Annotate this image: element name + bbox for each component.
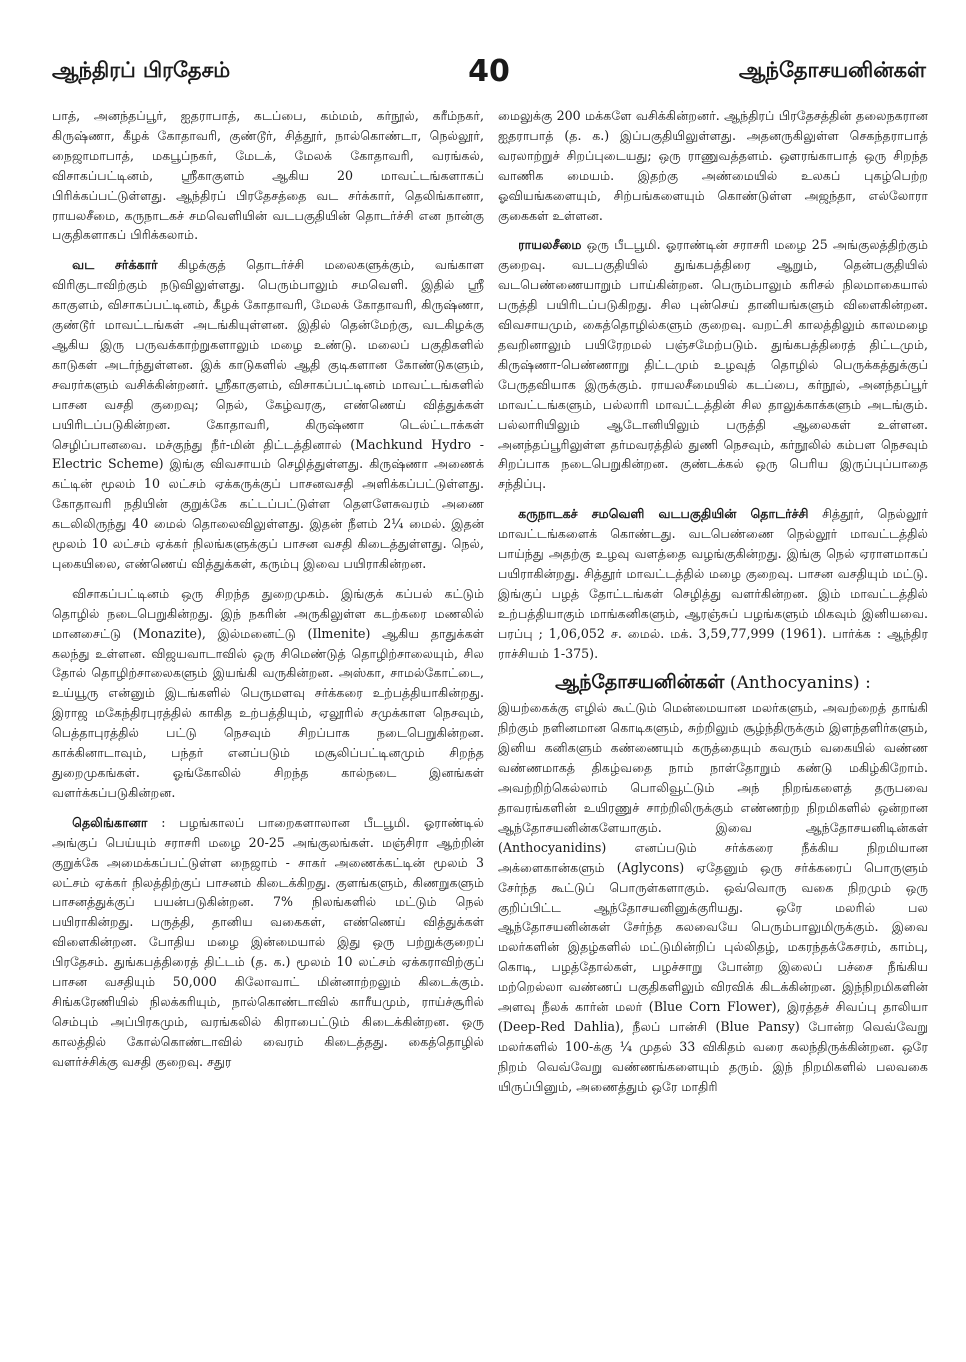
running-header (52, 54, 926, 102)
section-heading-rayalaseema: ராயலசீமை (518, 237, 582, 253)
paragraph-text: கிழக்குத் தொடர்ச்சி மலைகளுக்கும், வங்காள விரிகுடாவிற்கும் நடுவிலுள்ளது. பெரும்பாலும் சமவெளி. இதில் ஸ்ரீ காகுளம், விசாகப்பட்டினம், கீழக் கோதாவரி, மேலக் கோதாவரி, கிருஷ்ணா, குண்டூர் மாவட்டங்கள் அடங்கியுள்ளன. இதில் தென்மேற்கு, வடகிழக்கு ஆகிய இரு பருவக்காற்றுகளாலும் மழை உண்டு. மலைப் பகுதிகளில் காடுகள் அடர்ந்துள்ளன. இக் காடுகளில் ஆதி குடிகளான கோண்டுகளும், சவரர்களும் வசிக்கின்றனர். ஸ்ரீகாகுளம், விசாகப்பட்டினம் மாவட்டங்களில் பாசன வசதி குறைவு; நெல், கேழ்வரகு, எண்ணெய் வித்துக்கள் பயிரிடப்படுகின்றன. கோதாவரி, கிருஷ்ணா டெல்ட்டாக்கள் செழிப்பானவை. மச்குந்து நீர்-மின் திட்டத்தினால் (Machkund Hydro - Electric Scheme) இங்கு விவசாயம் செழித்துள்ளது. கிருஷ்ணா அணைக் கட்டின் மூலம் 10 லட்சம் ஏக்கருக்குப் பாசனவசதி அளிக்கப்பட்டுள்ளது. கோதாவரி நதியின் குறுக்கே கட்டப்பட்டுள்ள தௌளேசுவரம் அணை கடலிலிருந்து 40 மைல் தொலைவிலுள்ளது. இதன் நீளம் 2¼ மைல். இதன் மூலம் 10 லட்சம் ஏக்கர் நிலங்களுக்குப் பாசன வசதி கிடைத்துள்ளது. நெல், புகையிலை, எண்ணெய் வித்துக்கள், கரும்பு இவை பயிராகின்றன. (52, 257, 484, 571)
right-column (498, 106, 928, 1097)
paragraph-rayalaseema (498, 235, 928, 494)
paragraph-text: சித்தூர், நெல்லூர் மாவட்டங்களைக் கொண்டது. வடபெண்ணை நெல்லூர் மாவட்டத்தில் பாய்ந்து அதற்கு உழவு வளத்தை வழங்குகின்றது. இங்கு நெல் ஏராளமாகப் பயிராகின்றது. சித்தூர் மாவட்டத்தில் மழை குறைவு. பாசன வசதியும் மட்டு. இங்குப் பழத் தோட்டங்கள் செழித்து வளர்கின்றன. இம் மாவட்டத்தில் உற்பத்தியாகும் மாங்கனிகளும், ஆரஞ்சுப் பழங்களும் மிகவும் இனியவை. பரப்பு ; 1,06,052 ச. மைல். மக். 3,59,77,999 (1961). பார்க்க : ஆந்திர ராச்சியம் 1-375). (498, 506, 928, 661)
section-heading-telangana: தெலிங்கானா (72, 814, 148, 830)
section-heading-vada-sarkar: வட சர்க்கார் (72, 257, 158, 273)
page-number: 40 (468, 54, 510, 89)
left-column (52, 106, 484, 1072)
paragraph-text: ஒரு பீடபூமி. ஓராண்டின் சராசரி மழை 25 அங்குலத்திற்கும் குறைவு. வடபகுதியில் துங்கபத்திரை ஆறும், தென்பகுதியில் வடபெண்ணையாறும் பாய்கின்றன. பெரும்பாலும் கரிசல் நிலமாகையால் பருத்தி பயிரிடப்படுகிறது. சில புன்செய் தானியங்களும் விளைகின்றன. விவசாயமும், கைத்தொழில்களும் குறைவு. வறட்சி காலத்திலும் காலமழை தவறினாலும் பயிரேறமல் பஞ்சமேற்படும். துங்கபத்திரைத் திட்டமும், கிருஷ்ணா-பெண்ணாறு திட்டமும் உழவுத் தொழில் பெருக்கத்துக்குப் பேருதவியாக இருக்கும். ராயலசீமையில் கடப்பை, கர்நூல், அனந்தப்பூர் மாவட்டங்களும், பல்லாரி மாவட்டத்தின் சில தாலுக்காக்களும் அடங்கும். பல்லாரியிலும் ஆடோனியிலும் பருத்தி ஆலைகள் உள்ளன. அனந்தப்பூரிலுள்ள தர்மவரத்தில் துணி நெசவும், கர்நூலில் கம்பள நெசவும் சிறப்பாக நடைபெறுகின்றன. குண்டக்கல் ஒரு பெரிய இருப்புப்பாதை சந்திப்பு. (498, 237, 928, 492)
section-heading-karnataka-plain: கருநாடகச் சமவெளி வடபகுதியின் தொடர்ச்சி (518, 506, 809, 522)
header-left-title: ஆந்திரப் பிரதேசம் (52, 58, 231, 82)
paragraph-telangana (52, 813, 484, 1072)
paragraph-districts: பாத், அனந்தப்பூர், ஐதராபாத், கடப்பை, கம்மம், கர்நூல், கரீம்நகர், கிருஷ்ணா, கீழக் கோதாவரி, குண்டூர், சித்தூர், நால்கொண்டா, நெல்லூர், நைஜாமாபாத், மகபூப்நகர், மேடக், மேலக் கோதாவரி, வரங்கல், விசாகப்பட்டினம், ஸ்ரீகாகுளம் ஆகிய 20 மாவட்டங்களாகப் பிரிக்கப்பட்டுள்ளது. ஆந்திரப் பிரதேசத்தை வட சர்க்கார், தெலிங்கானா, ராயலசீமை, கருநாடகச் சமவெளியின் வடபகுதியின் தொடர்ச்சி என நான்கு பகுதிகளாகப் பிரிக்கலாம். (52, 108, 484, 243)
article-title (498, 669, 928, 696)
paragraph-visakhapatnam: விசாகப்பட்டினம் ஒரு சிறந்த துறைமுகம். இங்குக் கப்பல் கட்டும் தொழில் நடைபெறுகின்றது. இந் நகரின் அருகிலுள்ள கடற்கரை மணலில் மானசைட்டு (Monazite), இல்மனைட்டு (Ilmenite) ஆகிய தாதுக்கள் கலந்து உள்ளன. விஜயவாடாவில் ஒரு சிமெண்டுத் தொழிற்சாலையும், சில தோல் தொழிற்சாலைகளும் இயங்கி வருகின்றன. அஸ்கா, சாமல்கோட்டை, உய்யூரு என்னும் இடங்களில் பெருமளவு சர்க்கரை உற்பத்தியாகின்றது. இராஜ மகேந்திரபுரத்தில் காகித உற்பத்தியும், ஏலூரில் சமுக்காள நெசவும், பெத்தாபுரத்தில் பட்டு நெசவும் சிறப்பாக நடைபெறுகின்றன. காக்கினாடாவும், பந்தர் எனப்படும் மசூலிப்பட்டினமும் சிறந்த துறைமுகங்கள். ஓங்கோலில் சிறந்த கால்நடை இனங்கள் வளர்க்கப்படுகின்றன. (52, 585, 484, 800)
paragraph-vada-sarkar (52, 255, 484, 574)
article-title-latin: (Anthocyanins) : (724, 673, 871, 694)
paragraph-karnataka-plain (498, 504, 928, 663)
paragraph-text: : பழங்காலப் பாறைகளாலான பீடபூமி. ஓராண்டில் அங்குப் பெய்யும் சராசரி மழை 20-25 அங்குலங்கள். மஞ்சிரா ஆற்றின் குறுக்கே அமைக்கப்பட்டுள்ள நைஜாம் - சாகர் அணைக்கட்டின் மூலம் 3 லட்சம் ஏக்கர் நிலத்திற்குப் பாசனம் கிடைக்கிறது. குளங்களும், கிணறுகளும் பாசனத்துக்குப் பயன்படுகின்றன. 7% நிலங்களில் மட்டும் நெல் பயிராகின்றது. பருத்தி, தானிய வகைகள், எண்ணெய் வித்துக்கள் விளைகின்றன. போதிய மழை இன்மையால் இது ஒரு பற்றுக்குறைப் பிரதேசம். துங்கபத்திரைத் திட்டம் (த. க.) மூலம் 10 லட்சம் ஏக்கராவிற்குப் பாசன வசதியும் 50,000 கிலோவாட் மின்னாற்றலும் கிடைக்கும். சிங்கரேணியில் நிலக்கரியும், நால்கொண்டாவில் காரீயமும், ராய்ச்சூரில் செம்பும் அப்பிரகமும், வரங்கலில் கிராபைட்டும் கிடைக்கின்றன. ஒரு காலத்தில் கோல்கொண்டாவில் வைரம் கிடைத்தது. கைத்தொழில் வளர்ச்சிக்கு வசதி குறைவு. சதுர (52, 814, 484, 1069)
paragraph-anthocyanins: இயற்கைக்கு எழில் கூட்டும் மென்மையான மலர்களும், அவற்றைத் தாங்கி நிற்கும் நளினமான கொடிகளும், சுற்றிலும் சூழ்ந்திருக்கும் இளந்தளிர்களும், இனிய கனிகளும் கண்ணையும் கருத்தையும் கவரும் வகையில் வண்ண வண்ணமாகத் திகழ்வதை நாம் நாள்தோறும் கண்டு மகிழ்கிறோம். அவற்றிற்கெல்லாம் பொலிவூட்டும் அந் நிறங்களைத் தருபவை தாவரங்களின் உயிரணுச் சாற்றிலிருக்கும் எண்ணற்ற நிறமிகளில் ஒன்றான ஆந்தோசயனின்களேயாகும். இவை ஆந்தோசயனிடின்கள் (Anthocyanidins) எனப்படும் சர்க்கரை நீக்கிய நிறமியான அக்ளைகான்களும் (Aglycons) ஏதேனும் ஒரு சர்க்கரைப் பொருளும் சேர்ந்த கூட்டுப் பொருள்களாகும். ஒவ்வொரு வகை நிறமும் ஒரு குறிப்பிட்ட ஆந்தோசயனினுக்குரியது. ஒரே மலரில் பல ஆந்தோசயனின்கள் சேர்ந்த கலவையே பெரும்பாலுமிருக்கும். இவை மலர்களின் இதழ்களில் மட்டுமின்றிப் புல்லிதழ், மகரந்தக்கேசரம், காம்பு, கொடி, பழத்தோல்கள், பழச்சாறு போன்ற இலைப் பச்சை நீங்கிய மற்றெல்லா வண்ணப் பகுதிகளிலும் விரவிக் கிடக்கின்றன. இந்நிறமிகளின் அளவு நீலக் கார்ன் மலர் (Blue Corn Flower), இரத்தச் சிவப்பு தாலியா (Deep-Red Dahlia), நீலப் பான்சி (Blue Pansy) போன்ற வெவ்வேறு மலர்களில் 100-க்கு ¼ முதல் 33 விகிதம் வரை கலந்திருக்கின்றன. ஒரே நிறம் வெவ்வேறு வண்ணங்களையும் தரும். இந் நிறமிகளில் பலவகை யிருப்பினும், அணைத்தும் ஒரே மாதிரி (498, 700, 928, 1094)
article-title-tamil: ஆந்தோசயனின்கள் (555, 671, 725, 694)
header-right-title: ஆந்தோசயனின்கள் (738, 58, 926, 82)
paragraph-hyderabad: மைலுக்கு 200 மக்களே வசிக்கின்றனர். ஆந்திரப் பிரதேசத்தின் தலைநகரான ஐதராபாத் (த. க.) இப்பகுதியிலுள்ளது. அதனருகிலுள்ள செகந்தராபாத் வரலாற்றுச் சிறப்புடையது; ஒரு ராணுவத்தளம். ஔரங்காபாத் ஒரு சிறந்த வாணிக மையம். இதற்கு அண்மையில் உலகப் புகழ்பெற்ற ஓவியங்களையும், சிற்பங்களையும் கொண்டுள்ள அஜந்தா, எல்லோரா குகைகள் உள்ளன. (498, 108, 928, 223)
